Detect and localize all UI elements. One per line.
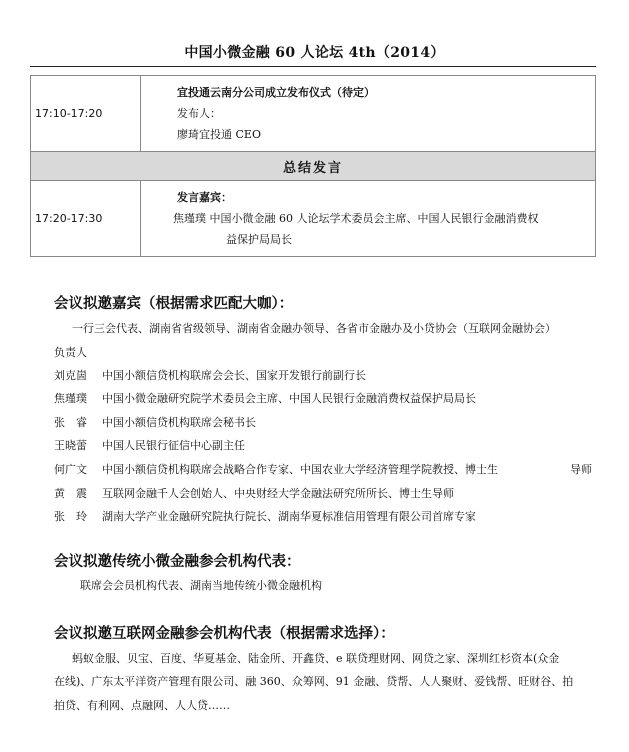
time-cell: 17:20-17:30: [31, 181, 141, 257]
guest-title: 中国小额信贷机构联席会会长、国家开发银行前副行长: [102, 369, 366, 382]
guest-title: 中国小额信贷机构联席会战略合作专家、中国农业大学经济管理学院教授、博士生: [102, 463, 498, 476]
guest-title-tail: 导师: [570, 463, 592, 476]
event-title: 宜投通云南分公司成立发布仪式（待定）: [177, 86, 375, 99]
guest-name: 王晓蕾: [54, 439, 87, 452]
guest-name: 何广文: [54, 463, 87, 476]
section-title: 总结发言: [31, 152, 596, 181]
guests-intro: 一行三会代表、湖南省省级领导、湖南省金融办领导、各省市金融办及小贷协会（互联网金融协会）: [72, 322, 556, 335]
traditional-text: 联席会会员机构代表、湖南当地传统小微金融机构: [80, 579, 322, 592]
agenda-row: [31, 76, 596, 152]
guest-name: 刘克崮: [54, 369, 87, 382]
internet-text: 拍贷、有利网、点融网、人人贷……: [54, 699, 230, 712]
traditional-heading: 会议拟邀传统小微金融参会机构代表：: [54, 554, 301, 570]
speaker-line: 益保护局局长: [226, 233, 292, 246]
agenda-row: [31, 181, 596, 257]
guest-title: 中国小额信贷机构联席会秘书长: [102, 416, 256, 429]
internet-text: 蚂蚁金服、贝宝、百度、华夏基金、陆金所、开鑫贷、e 联贷理财网、网贷之家、深圳红杉资本(众金: [72, 652, 560, 665]
internet-text: 在线)、广东太平洋资产管理有限公司、融 360、众筹网、91 金融、贷帮、人人聚财、爱钱帮、旺财谷、拍: [54, 675, 574, 688]
time-cell: 17:10-17:20: [31, 76, 141, 152]
guests-heading: 会议拟邀嘉宾（根据需求匹配大咖）：: [54, 296, 294, 312]
guest-title: 互联网金融千人会创始人、中央财经大学金融法研究所所长、博士生导师: [102, 487, 454, 500]
guest-name: 张 玲: [54, 510, 87, 523]
guest-name: 黄 震: [54, 487, 87, 500]
guest-title: 湖南大学产业金融研究院执行院长、湖南华夏标准信用管理有限公司首席专家: [102, 510, 476, 523]
publisher-name: 廖琦宜投通 CEO: [177, 128, 261, 141]
speaker-line: 焦瑾璞 中国小微金融 60 人论坛学术委员会主席、中国人民银行金融消费权: [173, 212, 539, 225]
content-cell: [141, 181, 596, 257]
section-row: [31, 152, 596, 181]
content-cell: [141, 76, 596, 152]
guest-title: 中国人民银行征信中心副主任: [102, 439, 245, 452]
guest-name: 焦瑾璞: [54, 392, 87, 405]
agenda-table: [30, 75, 596, 257]
guest-title: 中国小微金融研究院学术委员会主席、中国人民银行金融消费权益保护局局长: [102, 392, 476, 405]
speaker-label: 发言嘉宾：: [177, 191, 232, 204]
publisher-label: 发布人：: [177, 107, 221, 120]
guests-intro-cont: 负责人: [54, 346, 87, 359]
document-title: 中国小微金融 60 人论坛 4th（2014）: [184, 45, 445, 61]
internet-heading: 会议拟邀互联网金融参会机构代表（根据需求选择）：: [54, 626, 395, 642]
title-rule: [30, 66, 596, 67]
guest-name: 张 睿: [54, 416, 87, 429]
